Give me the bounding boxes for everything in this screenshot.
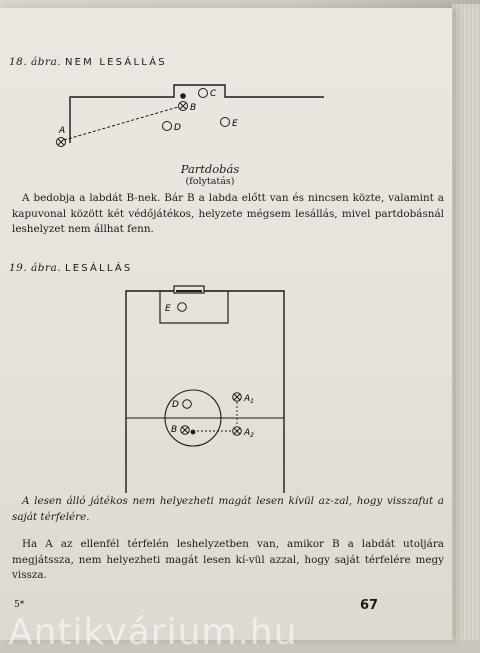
ball xyxy=(180,93,186,99)
ball xyxy=(191,430,196,435)
figure-19-title xyxy=(9,262,132,274)
label-a2-subscript: 2 xyxy=(250,432,254,439)
section-subtitle: (folytatás) xyxy=(185,176,235,187)
label-a1-subscript: 1 xyxy=(250,398,254,405)
watermark: Antikvárium.hu xyxy=(8,612,298,653)
defender-d-marker xyxy=(163,122,172,131)
paragraph-3: Ha A az ellenfél térfelén leshelyzetben van, amikor B a labdát utoljára megjátssza, nem helyezheti magát lesen kí-vül azzal, hogy saját térfelére megy vissza. xyxy=(12,538,444,581)
label-a: A xyxy=(59,126,66,136)
player-a1-marker xyxy=(233,393,242,402)
label-a1-letter: A xyxy=(244,394,251,404)
goalkeeper-e-marker xyxy=(178,303,187,312)
pass-line xyxy=(64,107,178,140)
label-a1 xyxy=(243,394,254,405)
label-a2-letter: A xyxy=(244,428,251,438)
player-a-marker xyxy=(57,138,66,147)
page-number: 67 xyxy=(360,598,379,613)
defender-e-marker xyxy=(221,118,230,127)
figure-19-number: 19. ábra. xyxy=(9,262,62,274)
figure-19-diagram xyxy=(120,283,290,493)
printer-signature: 5* xyxy=(14,600,25,610)
label-d: D xyxy=(172,400,179,410)
player-b-marker xyxy=(181,426,190,435)
label-e: E xyxy=(232,119,238,129)
paragraph-2: A lesen álló játékos nem helyezheti magát lesen kívül az-zal, hogy visszafut a saját térfelére. xyxy=(12,495,444,523)
section-title: Partdobás xyxy=(180,162,240,176)
pitch-outline xyxy=(126,291,284,493)
figure-18-title xyxy=(9,56,167,68)
figure-18-number: 18. ábra. xyxy=(9,56,62,68)
label-a2 xyxy=(243,428,254,439)
defender-c-marker xyxy=(199,89,208,98)
label-b: B xyxy=(190,103,197,113)
label-c: C xyxy=(210,89,217,99)
player-a2-marker xyxy=(233,427,242,436)
figure-18-diagram xyxy=(48,80,338,160)
label-e: E xyxy=(165,304,171,314)
label-b: B xyxy=(171,425,178,435)
label-d: D xyxy=(174,123,181,133)
defender-d-marker xyxy=(183,400,192,409)
figure-19-caption: LESÁLLÁS xyxy=(64,263,133,274)
figure-18-caption: NEM LESÁLLÁS xyxy=(64,57,167,68)
player-b-marker xyxy=(179,102,188,111)
goal-line xyxy=(70,85,324,143)
paragraph-1: A bedobja a labdát B-nek. Bár B a labda előtt van és nincsen közte, valamint a kapuvonal között két védőjátékos, helyzete mégsem lesállás, mivel partdobásnál leshelyzet nem állhat fenn. xyxy=(12,192,444,235)
page-edges xyxy=(452,4,480,640)
